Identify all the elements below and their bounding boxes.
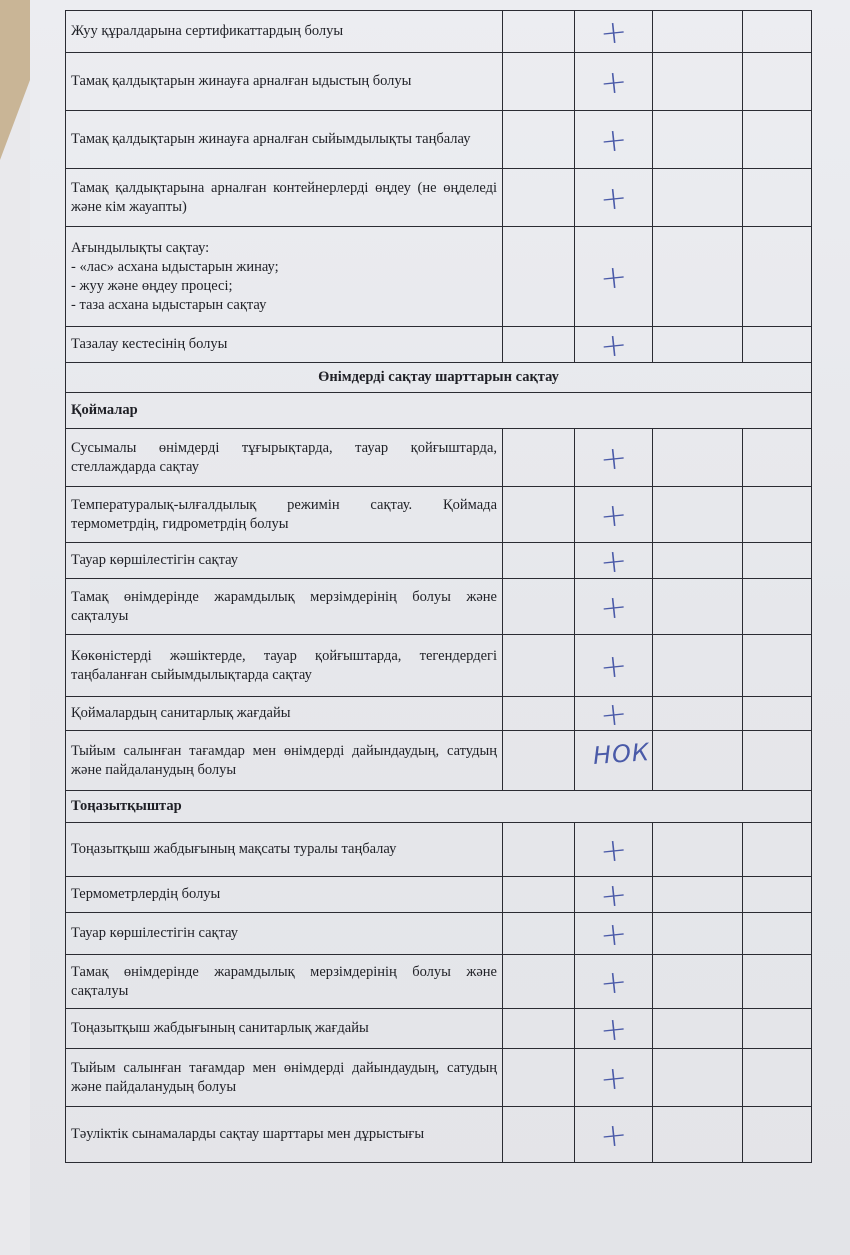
check-mark-cell bbox=[575, 635, 653, 697]
empty-cell bbox=[743, 227, 812, 327]
check-mark-cell bbox=[575, 823, 653, 877]
checklist-table bbox=[65, 10, 812, 1163]
empty-cell bbox=[743, 327, 812, 363]
handwritten-plus-mark: + bbox=[598, 829, 629, 870]
handwritten-plus-mark: + bbox=[598, 11, 629, 52]
empty-cell bbox=[653, 11, 743, 53]
criterion-text: Тауар көршілестігін сақтау bbox=[66, 913, 503, 955]
criterion-text: Тауар көршілестігін сақтау bbox=[66, 543, 503, 579]
table-row bbox=[66, 635, 812, 697]
table-row bbox=[66, 111, 812, 169]
criterion-text: Тамақ қалдықтарын жинауға арналған сыйымдылықты таңбалау bbox=[66, 111, 503, 169]
table-row bbox=[66, 823, 812, 877]
handwritten-plus-mark: + bbox=[598, 1008, 629, 1049]
check-mark-cell bbox=[575, 11, 653, 53]
handwritten-plus-mark: + bbox=[598, 961, 629, 1002]
empty-cell bbox=[503, 487, 575, 543]
check-mark-cell bbox=[575, 731, 653, 791]
empty-cell bbox=[503, 227, 575, 327]
table-row bbox=[66, 543, 812, 579]
empty-cell bbox=[743, 1009, 812, 1049]
table-row bbox=[66, 53, 812, 111]
criterion-text: Тоңазытқыш жабдығының мақсаты туралы таңбалау bbox=[66, 823, 503, 877]
empty-cell bbox=[653, 169, 743, 227]
empty-cell bbox=[503, 1049, 575, 1107]
subsection-title: Қоймалар bbox=[66, 393, 812, 429]
section-title: Өнімдерді сақтау шарттарын сақтау bbox=[66, 363, 812, 393]
empty-cell bbox=[743, 487, 812, 543]
empty-cell bbox=[653, 227, 743, 327]
table-row bbox=[66, 1107, 812, 1163]
empty-cell bbox=[653, 53, 743, 111]
empty-cell bbox=[743, 169, 812, 227]
table-row bbox=[66, 731, 812, 791]
check-mark-cell bbox=[575, 429, 653, 487]
check-mark-cell bbox=[575, 693, 653, 734]
handwritten-plus-mark: + bbox=[598, 540, 629, 581]
criterion-text: Жуу құралдарына сертификаттардың болуы bbox=[66, 11, 503, 53]
empty-cell bbox=[743, 877, 812, 913]
empty-cell bbox=[743, 955, 812, 1009]
empty-cell bbox=[743, 579, 812, 635]
handwritten-plus-mark: + bbox=[598, 645, 629, 686]
empty-cell bbox=[653, 1049, 743, 1107]
empty-cell bbox=[503, 731, 575, 791]
empty-cell bbox=[743, 543, 812, 579]
empty-cell bbox=[503, 53, 575, 111]
check-mark-cell bbox=[575, 1107, 653, 1163]
handwritten-plus-mark: + bbox=[598, 913, 629, 954]
empty-cell bbox=[503, 697, 575, 731]
subsection-header-row bbox=[66, 791, 812, 823]
empty-cell bbox=[653, 913, 743, 955]
handwritten-plus-mark: + bbox=[598, 693, 629, 734]
check-mark-cell bbox=[575, 169, 653, 227]
empty-cell bbox=[653, 697, 743, 731]
empty-cell bbox=[653, 955, 743, 1009]
criterion-text: Температуралық-ылғалдылық режимін сақтау. Қоймада термометрдің, гидрометрдің болуы bbox=[66, 487, 503, 543]
empty-cell bbox=[653, 877, 743, 913]
empty-cell bbox=[503, 823, 575, 877]
empty-cell bbox=[653, 429, 743, 487]
check-mark-cell bbox=[575, 874, 653, 915]
empty-cell bbox=[653, 543, 743, 579]
table-row bbox=[66, 913, 812, 955]
empty-cell bbox=[503, 955, 575, 1009]
criterion-text: Көкөністерді жәшіктерде, тауар қойғыштарда, тегендердегі таңбаланған сыйымдылықтарда сақтау bbox=[66, 635, 503, 697]
handwritten-plus-mark: + bbox=[598, 874, 629, 915]
empty-cell bbox=[743, 53, 812, 111]
criterion-text: Тоңазытқыш жабдығының санитарлық жағдайы bbox=[66, 1009, 503, 1049]
check-mark-cell bbox=[575, 1009, 653, 1049]
criterion-text: Тамақ өнімдерінде жарамдылық мерзімдерінің болуы және сақталуы bbox=[66, 579, 503, 635]
empty-cell bbox=[503, 11, 575, 53]
criterion-text: Ағындылықты сақтау: - «лас» асхана ыдыстарын жинау; - жуу және өңдеу процесі; - таза асхана ыдыстарын сақтау bbox=[66, 227, 503, 327]
check-mark-cell bbox=[575, 53, 653, 111]
handwritten-plus-mark: + bbox=[598, 177, 629, 218]
empty-cell bbox=[653, 111, 743, 169]
empty-cell bbox=[743, 635, 812, 697]
criterion-text: Тазалау кестесінің болуы bbox=[66, 327, 503, 363]
criterion-text: Тамақ қалдықтарын жинауға арналған ыдыстың болуы bbox=[66, 53, 503, 111]
criterion-text: Тыйым салынған тағамдар мен өнімдерді дайындаудың, сатудың және пайдаланудың болуы bbox=[66, 731, 503, 791]
empty-cell bbox=[743, 11, 812, 53]
handwritten-plus-mark: + bbox=[598, 437, 629, 478]
empty-cell bbox=[653, 487, 743, 543]
empty-cell bbox=[653, 731, 743, 791]
handwritten-plus-mark: + bbox=[598, 1057, 629, 1098]
empty-cell bbox=[743, 697, 812, 731]
criterion-text: Сусымалы өнімдерді тұғырықтарда, тауар қойғыштарда, стеллаждарда сақтау bbox=[66, 429, 503, 487]
subsection-title: Тоңазытқыштар bbox=[66, 791, 812, 823]
empty-cell bbox=[653, 327, 743, 363]
handwritten-plus-mark: + bbox=[598, 1114, 629, 1155]
empty-cell bbox=[503, 429, 575, 487]
criterion-text: Тәуліктік сынамаларды сақтау шарттары мен дұрыстығы bbox=[66, 1107, 503, 1163]
empty-cell bbox=[653, 1009, 743, 1049]
table-row bbox=[66, 697, 812, 731]
criterion-text: Қоймалардың санитарлық жағдайы bbox=[66, 697, 503, 731]
table-row bbox=[66, 579, 812, 635]
section-header-row bbox=[66, 363, 812, 393]
table-row bbox=[66, 955, 812, 1009]
table-row bbox=[66, 169, 812, 227]
empty-cell bbox=[743, 913, 812, 955]
empty-cell bbox=[503, 913, 575, 955]
criterion-text: Тамақ қалдықтарына арналған контейнерлерді өңдеу (не өңделеді және кім жауапты) bbox=[66, 169, 503, 227]
empty-cell bbox=[653, 823, 743, 877]
empty-cell bbox=[503, 579, 575, 635]
empty-cell bbox=[653, 1107, 743, 1163]
table-row bbox=[66, 1049, 812, 1107]
table-row bbox=[66, 877, 812, 913]
check-mark-cell bbox=[575, 111, 653, 169]
empty-cell bbox=[743, 1049, 812, 1107]
empty-cell bbox=[743, 111, 812, 169]
handwritten-plus-mark: + bbox=[598, 494, 629, 535]
empty-cell bbox=[653, 579, 743, 635]
empty-cell bbox=[653, 635, 743, 697]
handwritten-plus-mark: + bbox=[598, 256, 629, 297]
table-row bbox=[66, 327, 812, 363]
check-mark-cell bbox=[575, 955, 653, 1009]
check-mark-cell bbox=[575, 579, 653, 635]
check-mark-cell bbox=[575, 487, 653, 543]
empty-cell bbox=[503, 877, 575, 913]
handwritten-plus-mark: + bbox=[598, 119, 629, 160]
empty-cell bbox=[503, 327, 575, 363]
handwritten-plus-mark: + bbox=[598, 586, 629, 627]
empty-cell bbox=[743, 1107, 812, 1163]
empty-cell bbox=[503, 111, 575, 169]
table-row bbox=[66, 429, 812, 487]
empty-cell bbox=[743, 429, 812, 487]
empty-cell bbox=[503, 543, 575, 579]
check-mark-cell bbox=[575, 913, 653, 955]
check-mark-cell bbox=[575, 324, 653, 365]
empty-cell bbox=[743, 731, 812, 791]
handwritten-plus-mark: + bbox=[598, 61, 629, 102]
criterion-text: Тыйым салынған тағамдар мен өнімдерді дайындаудың, сатудың және пайдаланудың болуы bbox=[66, 1049, 503, 1107]
check-mark-cell bbox=[575, 227, 653, 327]
table-row bbox=[66, 11, 812, 53]
criterion-text: Тамақ өнімдерінде жарамдылық мерзімдерінің болуы және сақталуы bbox=[66, 955, 503, 1009]
empty-cell bbox=[503, 1107, 575, 1163]
handwritten-plus-mark: + bbox=[598, 324, 629, 365]
empty-cell bbox=[503, 635, 575, 697]
check-mark-cell bbox=[575, 1049, 653, 1107]
criterion-text: Термометрлердің болуы bbox=[66, 877, 503, 913]
empty-cell bbox=[743, 823, 812, 877]
empty-cell bbox=[503, 1009, 575, 1049]
table-row bbox=[66, 227, 812, 327]
check-mark-cell bbox=[575, 540, 653, 581]
handwritten-note: НОК bbox=[592, 738, 651, 770]
table-row bbox=[66, 1009, 812, 1049]
empty-cell bbox=[503, 169, 575, 227]
table-row bbox=[66, 487, 812, 543]
subsection-header-row bbox=[66, 393, 812, 429]
